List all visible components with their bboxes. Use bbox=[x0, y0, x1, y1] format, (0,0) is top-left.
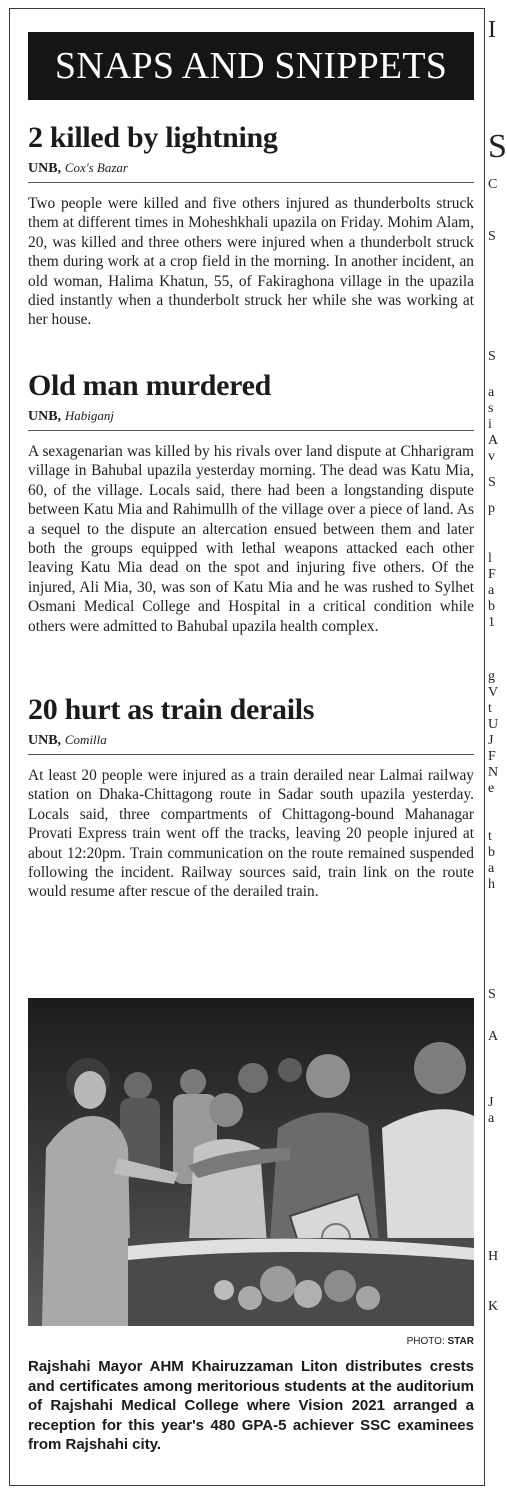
adjacent-column-glyph: J bbox=[488, 733, 494, 748]
adjacent-column-glyph: I bbox=[488, 17, 496, 43]
adjacent-column-glyph: V bbox=[488, 685, 499, 700]
headline: 20 hurt as train derails bbox=[28, 693, 315, 726]
adjacent-column-glyph: U bbox=[488, 717, 499, 732]
photo-credit-source: STAR bbox=[447, 1336, 474, 1347]
adjacent-column-glyph: J bbox=[488, 1095, 494, 1110]
section-banner bbox=[28, 32, 474, 100]
adjacent-column-glyph: b bbox=[488, 599, 495, 614]
adjacent-column-glyph: H bbox=[488, 1249, 499, 1264]
adjacent-column-glyph: e bbox=[488, 781, 495, 796]
photo-credit bbox=[28, 1336, 474, 1348]
adjacent-column-glyph: A bbox=[488, 1029, 499, 1044]
photo-credit-prefix: PHOTO: bbox=[406, 1336, 445, 1347]
article-body: At least 20 people were injured as a train derailed near Lalmai railway station on Dhaka-Chittagong route in Sadar south upazila yesterday. Locals said, three compartments of Chittagong-bound Mahanagar Provati Express train went off the tracks, leaving 20 people injured at about 12:20pm. Train communication on the route remained suspended following the incident. Railway sources said, train link on the route would resume after rescue of the derailed train. bbox=[28, 767, 474, 901]
headline: Old man murdered bbox=[28, 369, 271, 402]
adjacent-column-glyph: v bbox=[488, 449, 495, 464]
adjacent-column-glyph: S bbox=[488, 128, 507, 165]
byline bbox=[28, 160, 474, 183]
article-train bbox=[28, 694, 474, 902]
adjacent-column-glyph: l bbox=[488, 551, 492, 566]
adjacent-column-glyph: t bbox=[488, 701, 492, 716]
byline-location: Habiganj bbox=[64, 408, 115, 423]
adjacent-column-glyph: a bbox=[488, 1111, 495, 1126]
photo-caption: Rajshahi Mayor AHM Khairuzzaman Liton distributes crests and certificates among meritorious students at the auditorium of Rajshahi Medical College where Vision 2021 arranged a reception for this year's 480 GPA-5 achiever SSC examinees from Rajshahi city. bbox=[28, 1358, 474, 1453]
adjacent-column-glyph: S bbox=[488, 349, 496, 364]
adjacent-column-glyph: 1 bbox=[488, 615, 495, 630]
adjacent-column-glyph: t bbox=[488, 829, 492, 844]
section-title: SNAPS AND SNIPPETS bbox=[54, 45, 448, 87]
adjacent-column-glyph: h bbox=[488, 877, 495, 892]
adjacent-column-glyph: K bbox=[488, 1299, 499, 1314]
adjacent-column-glyph: A bbox=[488, 433, 499, 448]
byline bbox=[28, 408, 474, 431]
adjacent-column-glyph: F bbox=[488, 567, 496, 582]
adjacent-column-glyph: i bbox=[488, 417, 492, 432]
adjacent-column-glyph: C bbox=[488, 177, 498, 192]
adjacent-column-glyph: S bbox=[488, 229, 496, 244]
adjacent-column-glyph: s bbox=[488, 401, 494, 416]
byline-source: UNB, bbox=[28, 733, 62, 748]
byline-location: Cox's Bazar bbox=[64, 160, 128, 175]
adjacent-column-glyph: N bbox=[488, 765, 499, 780]
byline-location: Comilla bbox=[64, 732, 107, 747]
byline bbox=[28, 732, 474, 755]
photo-illustration bbox=[28, 998, 474, 1326]
adjacent-column-glyph: b bbox=[488, 845, 495, 860]
adjacent-column-glyph: S bbox=[488, 475, 496, 490]
article-murder bbox=[28, 370, 474, 636]
adjacent-column-glyph: a bbox=[488, 861, 495, 876]
news-photo bbox=[28, 998, 474, 1326]
byline-source: UNB, bbox=[28, 161, 62, 176]
adjacent-column-glyph: S bbox=[488, 987, 496, 1002]
byline-source: UNB, bbox=[28, 409, 62, 424]
adjacent-column-glyph: p bbox=[488, 501, 495, 516]
adjacent-column-glyph: g bbox=[488, 669, 495, 684]
headline: 2 killed by lightning bbox=[28, 121, 278, 154]
adjacent-column-glyph: a bbox=[488, 583, 495, 598]
article-lightning bbox=[28, 122, 474, 330]
adjacent-column-glyph: a bbox=[488, 385, 495, 400]
article-body: Two people were killed and five others injured as thunderbolts struck them at different times in Moheshkhali upazila on Friday. Mohim Alam, 20, was killed and three others were injured when a thunderbolt struck them during work at a crop field in the morning. In another incident, an old woman, Halima Khatun, 55, of Fakiraghona village in the upazila died instantly when a thunderbolt struck her while she was working at her house. bbox=[28, 195, 474, 329]
adjacent-column-glyph: F bbox=[488, 749, 496, 764]
article-body: A sexagenarian was killed by his rivals over land dispute at Chharigram village in Bahubal upazila yesterday morning. The dead was Katu Mia, 60, of the village. Locals said, there had been a longstanding dispute between Katu Mia and Rahimullh of the village over a piece of land. As a sequel to the dispute an altercation ensued between them and later both the groups equipped with lethal weapons attacked each other leaving Katu Mia dead on the spot and injuring five others. Of the injured, Ali Mia, 30, was son of Katu Mia and he was rushed to Sylhet Osmani Medical College and Hospital in a critical condition while others were admitted to Bahubal upazila health complex. bbox=[28, 443, 474, 635]
